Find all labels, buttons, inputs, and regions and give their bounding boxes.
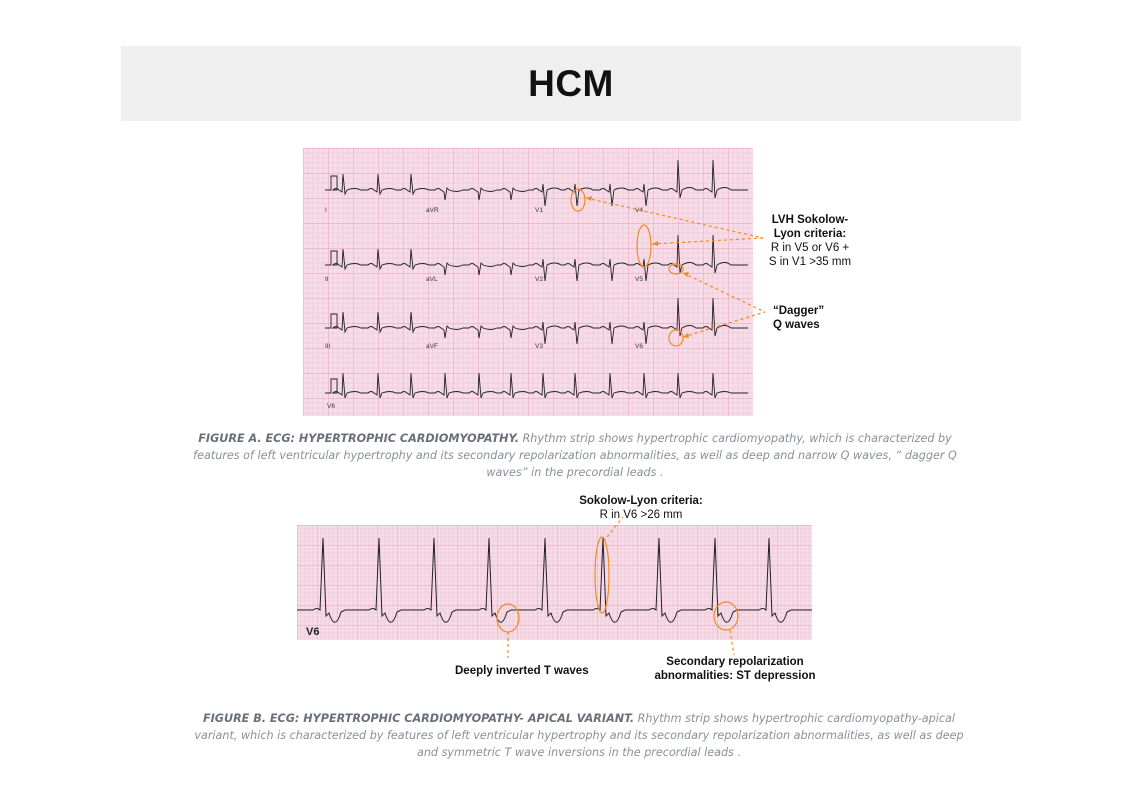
t-wave-annotation: Deeply inverted T waves [455,665,589,677]
annotation-overlay-a [560,180,780,350]
annotation-overlay-b [480,515,760,665]
lead-label-v1: V1 [535,207,543,214]
page-title: HCM [528,62,614,104]
r-wave-v6-marker [595,537,609,613]
lead-label-avl: aVL [426,276,438,283]
r-wave-v5-marker [637,225,651,267]
lead-label-i: I [325,207,327,214]
lead-label-v4: V4 [635,207,643,214]
lead-label-ii: II [325,276,329,283]
lead-label-v6: V6 [306,626,320,638]
st-depression-marker [714,602,738,630]
lead-label-avr: aVR [426,207,439,214]
sokolow-annotation: Sokolow-Lyon criteria: R in V6 >26 mm [579,495,703,521]
t-wave-inversion-marker [497,604,519,632]
st-depression-annotation: Secondary repolarization abnormalities: ST depression [654,656,816,682]
q-wave-v6-marker [669,330,683,346]
lvh-annotation: LVH Sokolow- Lyon criteria: R in V5 or V6 + S in V1 >35 mm [768,214,852,268]
lead-label-avf: aVF [426,343,438,350]
figure-a-caption: FIGURE A. ECG: HYPERTROPHIC CARDIOMYOPATHY. Rhythm strip shows hypertrophic cardiomyopathy, which is characterized by features of left ventricular hypertrophy and its secondary repolarization abnormalities, as well as deep and narrow Q waves, “ dagger Q waves” in the precordial leads . [193,432,957,479]
lead-label-v6: V6 [635,343,643,350]
lead-label-v2: V2 [535,276,543,283]
lead-label-v6: V6 [327,403,335,410]
dagger-annotation: “Dagger” Q waves [773,305,825,331]
lead-label-v5: V5 [635,276,643,283]
lead-label-iii: III [325,343,331,350]
q-wave-v5-marker [669,264,683,274]
lead-label-v3: V3 [535,343,543,350]
figure-b-caption: FIGURE B. ECG: HYPERTROPHIC CARDIOMYOPATHY- APICAL VARIANT. Rhythm strip shows hypertrophic cardiomyopathy-apical variant, which is characterized by features of left ventricular hypertrophy and its secondary repolarization abnormalities, as well as deep and symmetric T wave inversions in the precordial leads . [194,712,964,759]
s-wave-v1-marker [571,189,585,211]
title-banner [121,46,1021,121]
